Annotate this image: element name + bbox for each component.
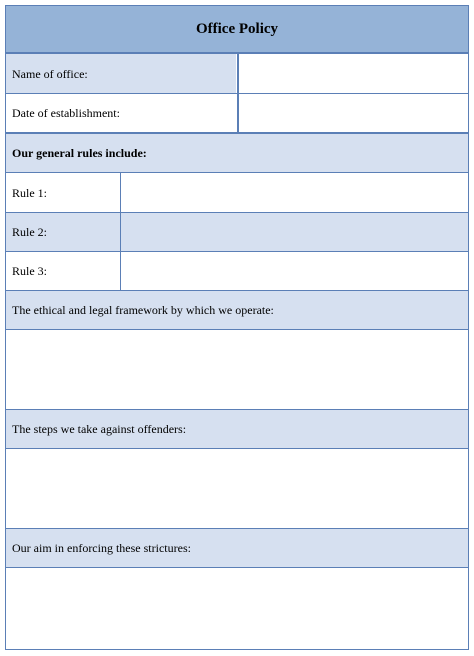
aim-heading-row bbox=[6, 529, 468, 568]
name-of-office-row bbox=[6, 54, 468, 94]
rule-1-field[interactable] bbox=[121, 173, 468, 212]
rule-label: Rule 3: bbox=[12, 264, 47, 278]
date-of-establishment-label: Date of establishment: bbox=[12, 106, 120, 120]
ethical-framework-label: The ethical and legal framework by which we operate: bbox=[12, 303, 274, 317]
rule-label: Rule 1: bbox=[12, 186, 47, 200]
form-title: Office Policy bbox=[195, 20, 279, 37]
rule-label: Rule 2: bbox=[12, 225, 47, 239]
name-of-office-field[interactable] bbox=[239, 54, 468, 93]
rule-2-field[interactable] bbox=[121, 213, 468, 251]
rule-3-field[interactable] bbox=[121, 252, 468, 290]
rule-row bbox=[6, 213, 468, 252]
aim-label: Our aim in enforcing these strictures: bbox=[12, 541, 191, 555]
ethical-framework-answer-area[interactable] bbox=[6, 330, 468, 410]
date-of-establishment-row bbox=[6, 94, 468, 134]
aim-answer-area[interactable] bbox=[6, 568, 468, 649]
steps-against-offenders-heading-row bbox=[6, 410, 468, 449]
steps-against-offenders-label: The steps we take against offenders: bbox=[12, 422, 187, 436]
steps-against-offenders-answer-area[interactable] bbox=[6, 449, 468, 529]
office-policy-form bbox=[5, 5, 469, 650]
name-of-office-label: Name of office: bbox=[12, 67, 88, 81]
rule-row bbox=[6, 173, 468, 213]
rule-row bbox=[6, 252, 468, 291]
general-rules-heading-row bbox=[6, 134, 468, 173]
ethical-framework-heading-row bbox=[6, 291, 468, 330]
date-of-establishment-field[interactable] bbox=[239, 94, 468, 132]
general-rules-heading: Our general rules include: bbox=[12, 146, 147, 160]
form-title-bar bbox=[6, 6, 468, 54]
